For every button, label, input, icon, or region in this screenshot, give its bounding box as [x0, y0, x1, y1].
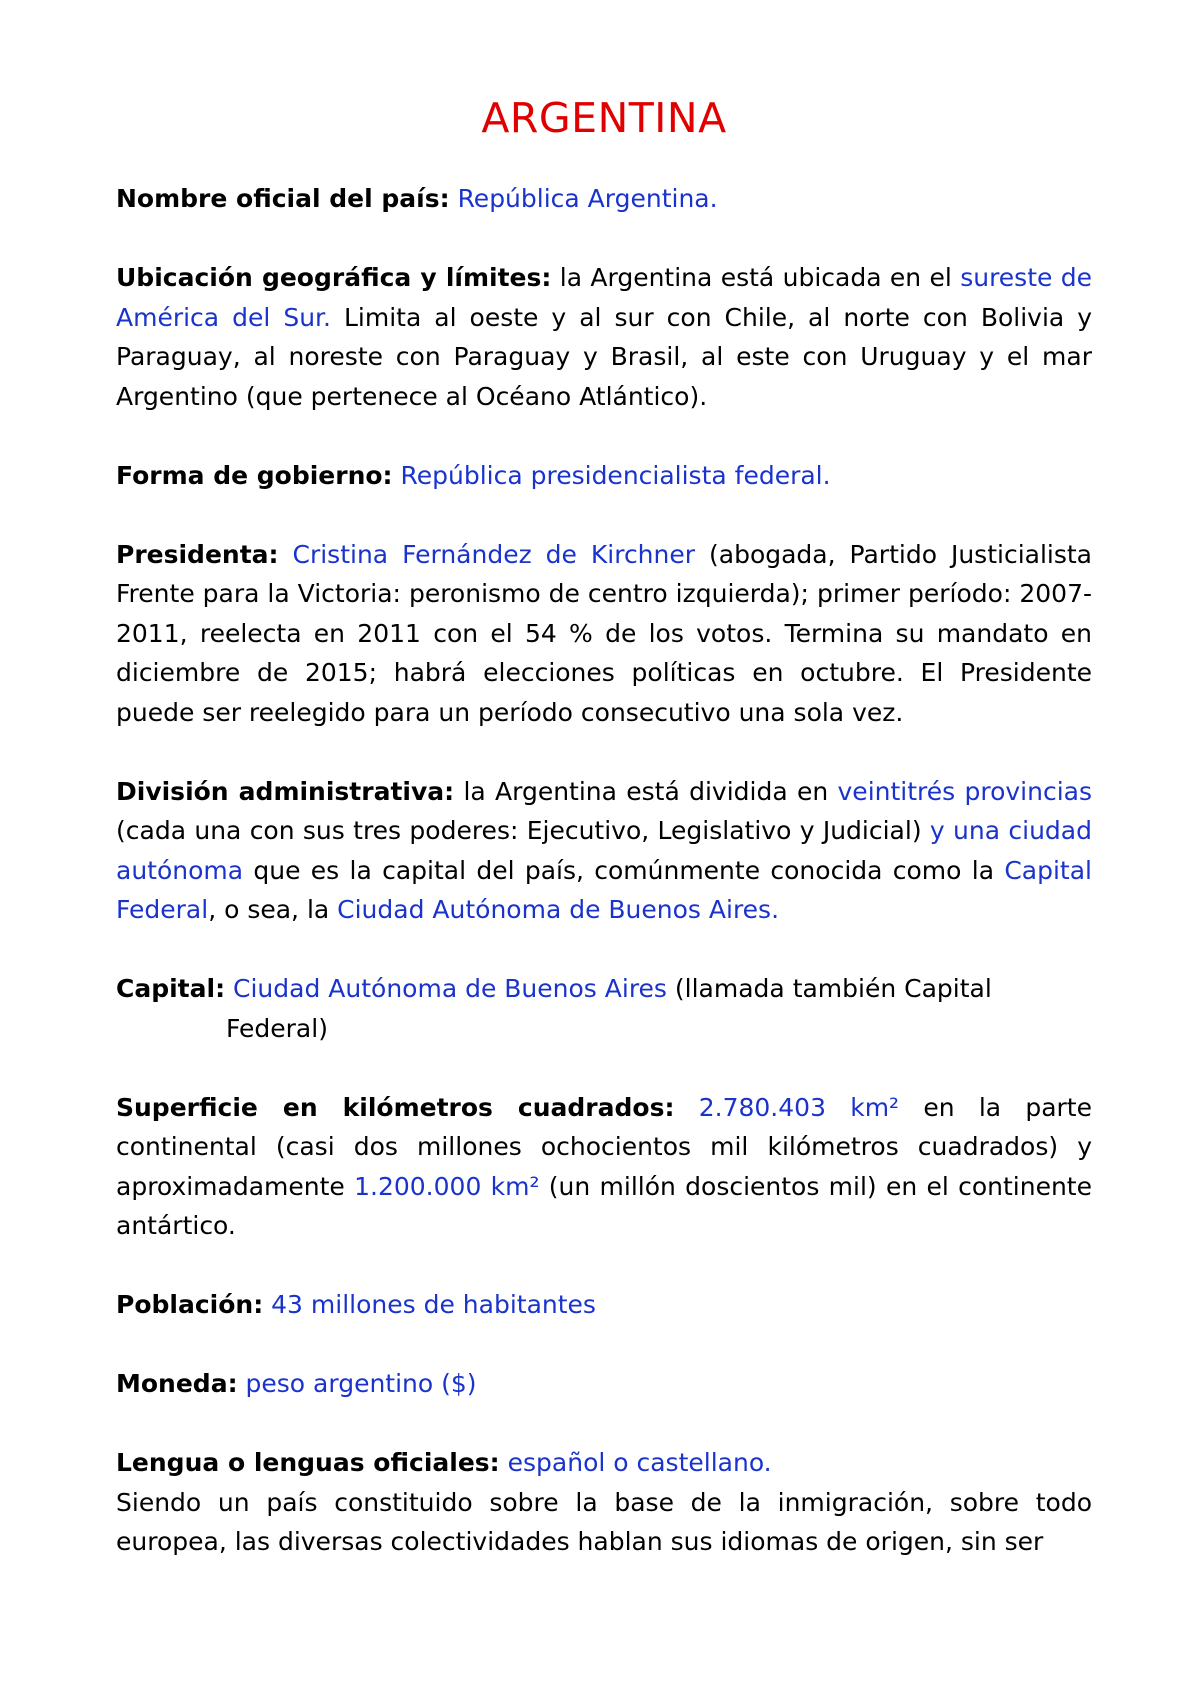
- presidenta-name: Cristina Fernández de Kirchner: [292, 539, 696, 569]
- superficie-text-1: en la parte continental (casi dos millones ochocientos mil kilómetros cuadrados) y aproximadamente: [116, 1092, 1092, 1201]
- moneda-label: Moneda:: [116, 1369, 238, 1398]
- superficie-value-2: 1.200.000 km²: [354, 1171, 540, 1201]
- superficie-section: [116, 1088, 1092, 1246]
- lengua-value: español o castellano.: [507, 1448, 772, 1477]
- division-text-2: (cada una con sus tres poderes: Ejecutivo, Legislativo y Judicial): [116, 816, 930, 845]
- ubicacion-label: Ubicación geográfica y límites:: [116, 263, 552, 292]
- presidenta-label: Presidenta:: [116, 539, 279, 569]
- capital-text-1: (llamada también Capital: [666, 974, 992, 1003]
- capital-value: Ciudad Autónoma de Buenos Aires: [233, 974, 667, 1003]
- division-highlight-4: Ciudad Autónoma de Buenos Aires.: [337, 895, 780, 924]
- moneda-section: [116, 1364, 1092, 1404]
- gobierno-value: República presidencialista federal.: [400, 460, 831, 490]
- superficie-text-2: (un millón doscientos mil) en el continente antártico.: [116, 1171, 1092, 1240]
- superficie-label: Superficie en kilómetros cuadrados:: [116, 1092, 675, 1122]
- poblacion-section: [116, 1285, 1092, 1325]
- presidenta-section: [116, 535, 1092, 733]
- ubicacion-highlight: sureste de América del Sur.: [116, 263, 1093, 332]
- page-title: ARGENTINA: [481, 94, 727, 142]
- nombre-label: Nombre oficial del país:: [116, 184, 450, 213]
- poblacion-label: Población:: [116, 1290, 264, 1319]
- division-section: [116, 772, 1092, 930]
- gobierno-section: [116, 456, 1092, 496]
- lengua-text: Siendo un país constituido sobre la base de la inmigración, sobre todo europea, las diversas colectividades hablan sus idiomas de origen, sin ser: [116, 1487, 1092, 1556]
- division-text-4: , o sea, la: [208, 895, 338, 924]
- lengua-label: Lengua o lenguas oficiales:: [116, 1448, 500, 1477]
- ubicacion-text-2: Limita al oeste y al sur con Chile, al norte con Bolivia y Paraguay, al noreste con Paraguay y Brasil, al este con Uruguay y el mar Argentino (que pertenece al Océano Atlántico).: [116, 302, 1093, 411]
- capital-section: [116, 969, 1092, 1009]
- moneda-value: peso argentino ($): [245, 1369, 477, 1398]
- ubicacion-section: [116, 258, 1092, 416]
- presidenta-text: (abogada, Partido Justicialista Frente para la Victoria: peronismo de centro izquierda); primer período: 2007-2011, reelecta en 2011 con el 54 % de los votos. Termina su mandato en diciembre de 2015; habrá elecciones políticas en octubre. El Presidente puede ser reelegido para un período consecutivo una sola vez.: [116, 539, 1092, 727]
- capital-text-2: Federal): [226, 1013, 328, 1043]
- lengua-section: [116, 1443, 1092, 1483]
- poblacion-value: 43 millones de habitantes: [271, 1290, 596, 1319]
- nombre-value: República Argentina.: [457, 184, 718, 213]
- gobierno-label: Forma de gobierno:: [116, 460, 393, 490]
- document-page: [116, 0, 1092, 1562]
- nombre-section: [116, 179, 1092, 219]
- division-label: División administrativa:: [116, 776, 455, 806]
- division-text-1: la Argentina está dividida en: [454, 776, 838, 806]
- division-highlight-1: veintitrés provincias: [837, 776, 1092, 806]
- division-highlight-3: Capital Federal: [116, 855, 1092, 924]
- division-highlight-2: y una ciudad autónoma: [116, 816, 1092, 885]
- capital-label: Capital:: [116, 974, 226, 1003]
- division-text-3: que es la capital del país, comúnmente conocida como la: [243, 855, 1005, 885]
- ubicacion-text-1: la Argentina está ubicada en el: [551, 263, 961, 292]
- superficie-value-1: 2.780.403 km²: [698, 1092, 900, 1122]
- capital-continuation: [116, 1009, 1092, 1049]
